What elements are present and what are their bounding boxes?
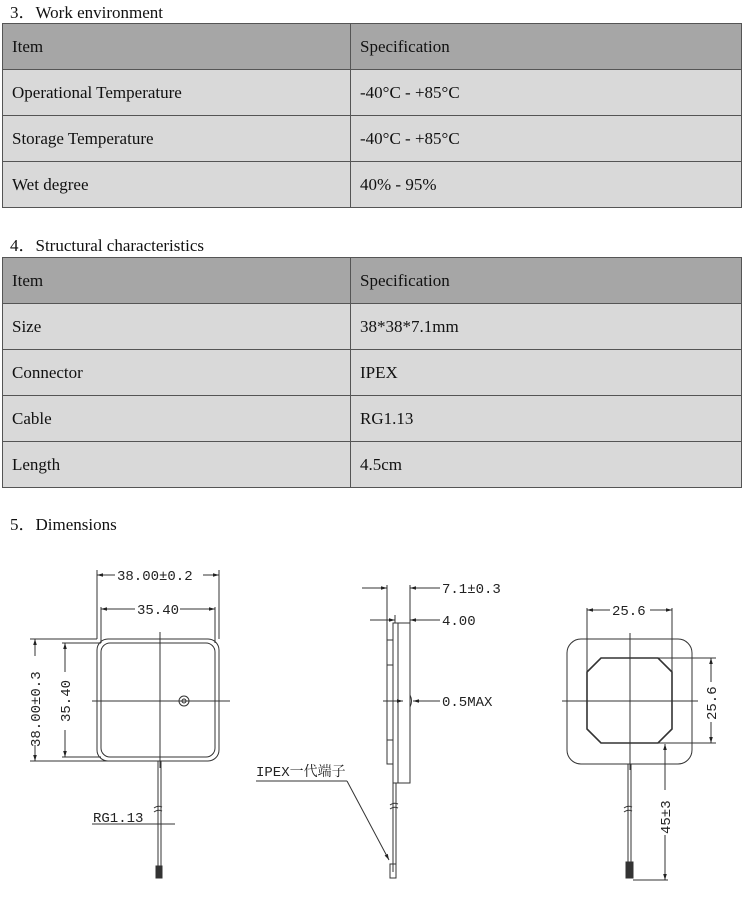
front-overall-height-label: 38.00±0.3 — [29, 671, 45, 747]
back-patch-height-label: 25.6 — [705, 686, 721, 720]
cell-spec: 40% - 95% — [351, 162, 742, 208]
cell-item: Length — [3, 442, 351, 488]
cell-spec: IPEX — [351, 350, 742, 396]
table-row — [3, 70, 742, 116]
cell-spec: RG1.13 — [351, 396, 742, 442]
side-thickness-label: 7.1±0.3 — [442, 582, 501, 598]
cell-item: Cable — [3, 396, 351, 442]
dimension-drawing — [0, 540, 746, 897]
connector-icon — [626, 862, 633, 878]
header-specification: Specification — [351, 258, 742, 304]
cell-spec: 4.5cm — [351, 442, 742, 488]
front-overall-width-label: 38.00±0.2 — [117, 569, 193, 585]
front-inner-width-label: 35.40 — [137, 603, 180, 619]
cell-item: Wet degree — [3, 162, 351, 208]
table-row — [3, 442, 742, 488]
work-environment-table — [2, 23, 742, 208]
side-view — [256, 585, 440, 878]
side-body-thickness-label: 4.00 — [442, 614, 476, 630]
table-row — [3, 162, 742, 208]
table-header-row — [3, 258, 742, 304]
cell-spec: -40°C - +85°C — [351, 70, 742, 116]
connector-icon — [156, 866, 162, 878]
cell-item: Operational Temperature — [3, 70, 351, 116]
structural-table — [2, 257, 742, 488]
back-patch-width-label: 25.6 — [612, 604, 646, 620]
table-row — [3, 396, 742, 442]
back-view — [562, 608, 716, 880]
cell-item: Connector — [3, 350, 351, 396]
back-cable-length-label: 45±3 — [659, 800, 675, 834]
header-specification: Specification — [351, 24, 742, 70]
side-protrusion-label: 0.5MAX — [442, 695, 493, 711]
front-inner-height-label: 35.40 — [59, 679, 75, 722]
cell-spec: -40°C - +85°C — [351, 116, 742, 162]
front-cable-label: RG1.13 — [93, 811, 144, 827]
section-title-structural: 4．Structural characteristics — [10, 236, 205, 255]
side-connector-label: IPEX一代端子 — [256, 765, 346, 781]
section-title-dimensions: 5．Dimensions — [10, 515, 117, 534]
cell-item: Size — [3, 304, 351, 350]
cell-item: Storage Temperature — [3, 116, 351, 162]
table-row — [3, 116, 742, 162]
table-row — [3, 304, 742, 350]
table-row — [3, 350, 742, 396]
front-view — [30, 570, 230, 878]
table-header-row — [3, 24, 742, 70]
header-item: Item — [3, 24, 351, 70]
cell-spec: 38*38*7.1mm — [351, 304, 742, 350]
header-item: Item — [3, 258, 351, 304]
section-title-work-environment: 3．Work environment — [10, 3, 164, 22]
